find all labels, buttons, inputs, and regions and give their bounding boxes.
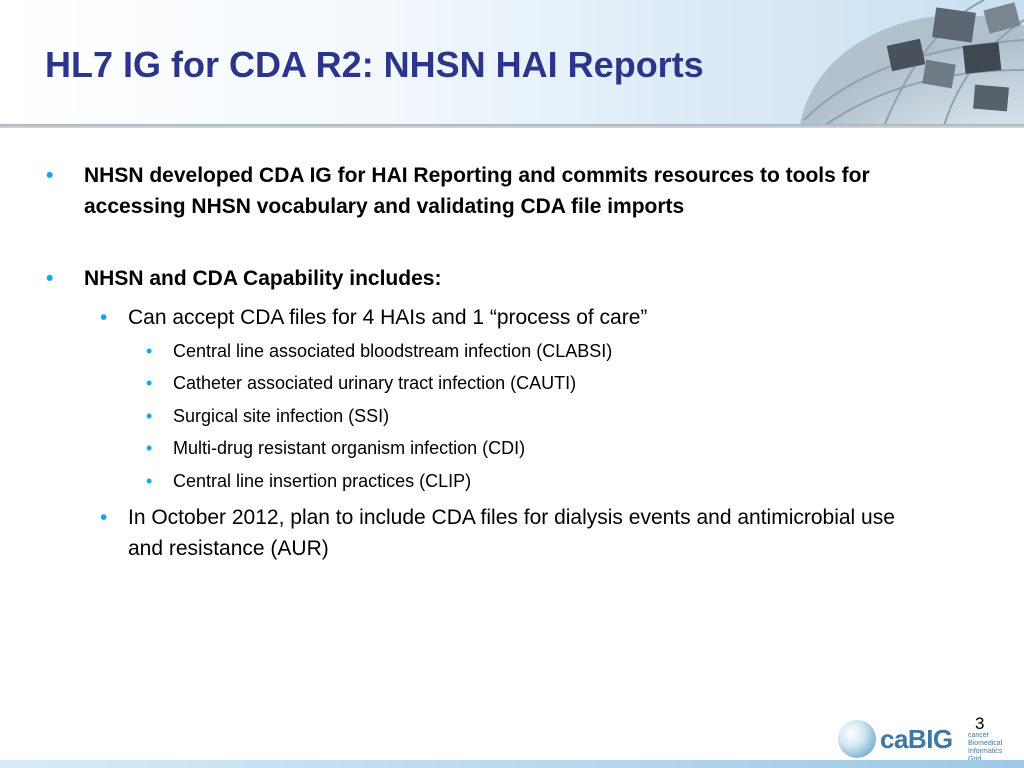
bullet-text: In October 2012, plan to include CDA files for dialysis events and antimicrobial use and resistance (AUR) — [128, 506, 895, 560]
bullet-marker: • — [146, 341, 153, 361]
bullet-marker: • — [146, 373, 153, 393]
bullet-text: NHSN developed CDA IG for HAI Reporting and commits resources to tools for accessing NHSN vocabulary and validating CDA file imports — [84, 164, 870, 218]
bullet-item-level3 — [146, 468, 906, 494]
bullet-text: Central line insertion practices (CLIP) — [173, 471, 472, 491]
bullet-item-level3 — [146, 403, 906, 429]
logo-tagline: cancer Biomedical Informatics — [968, 732, 1003, 755]
bullet-marker: • — [100, 506, 108, 529]
bullet-item-level2 — [100, 502, 900, 564]
bullet-marker: • — [46, 164, 54, 187]
bullet-text: Multi-drug resistant organism infection (CDI) — [173, 438, 526, 458]
slide-title: HL7 IG for CDA R2: NHSN HAI Reports — [45, 44, 704, 85]
bullet-text: Surgical site infection (SSI) — [173, 406, 390, 426]
bullet-text: NHSN and CDA Capability includes: — [84, 267, 442, 290]
bullet-item-level1 — [46, 263, 946, 294]
bullet-item-level3 — [146, 435, 906, 461]
bullet-item-level2 — [100, 302, 900, 333]
bullet-marker: • — [146, 471, 153, 491]
bullet-marker: • — [100, 306, 108, 329]
bullet-marker: • — [146, 438, 153, 458]
footer-bar — [0, 760, 1024, 768]
bullet-text: Can accept CDA files for 4 HAIs and 1 “process of care” — [128, 306, 648, 329]
globe-icon — [838, 720, 876, 758]
bullet-text: Catheter associated urinary tract infection (CAUTI) — [173, 373, 577, 393]
cabig-logo — [838, 720, 1018, 760]
bullet-marker: • — [46, 267, 54, 290]
logo-wordmark: caBIG — [880, 724, 953, 754]
bullet-item-level3 — [146, 370, 906, 396]
bullet-item-level3 — [146, 338, 906, 364]
bullet-item-level1 — [46, 160, 946, 222]
bullet-text: Central line associated bloodstream infection (CLABSI) — [173, 341, 613, 361]
bullet-marker: • — [146, 406, 153, 426]
slide-number: 3 — [975, 714, 985, 733]
